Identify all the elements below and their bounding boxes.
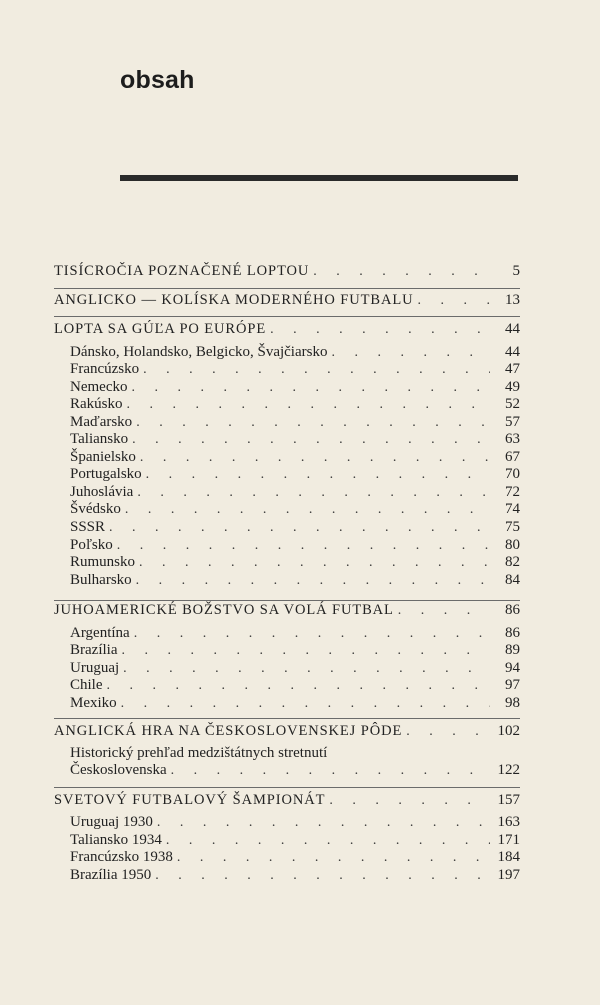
toc-entry[interactable] — [70, 484, 520, 501]
toc-entry-page: 44 — [505, 321, 520, 337]
dot-leader — [134, 625, 490, 642]
toc-entry-label-line: Historický prehľad medzištátnych stretnutí — [70, 745, 328, 761]
toc-entry[interactable] — [70, 695, 520, 712]
toc-entry-page: 97 — [505, 677, 520, 693]
dot-leader — [131, 379, 490, 396]
section-divider — [54, 316, 520, 317]
toc-entry-page: 44 — [505, 344, 520, 360]
toc-entry-page: 171 — [497, 832, 520, 848]
toc-entry[interactable] — [70, 554, 520, 571]
toc-entry[interactable] — [70, 414, 520, 431]
header-rule — [120, 175, 518, 181]
toc-entry-page: 102 — [497, 723, 520, 739]
toc-entry[interactable] — [70, 762, 520, 779]
toc-entry-page: 122 — [497, 762, 520, 778]
dot-leader — [171, 762, 490, 779]
toc-entry-page: 89 — [505, 642, 520, 658]
dot-leader — [140, 449, 490, 466]
toc-entry[interactable] — [70, 431, 520, 448]
dot-leader — [121, 642, 490, 659]
toc-entry-label: Dánsko, Holandsko, Belgicko, Švajčiarsko — [70, 344, 328, 360]
toc-entry-label: Španielsko — [70, 449, 136, 465]
toc-entry[interactable] — [70, 449, 520, 466]
toc-entry-page: 13 — [505, 292, 520, 308]
dot-leader — [127, 396, 491, 413]
toc-entry-label: Uruguaj 1930 — [70, 814, 153, 830]
toc-entry[interactable] — [70, 379, 520, 396]
toc-entry[interactable] — [70, 537, 520, 554]
toc-entry[interactable] — [54, 792, 520, 809]
toc-entry-label: Chile — [70, 677, 103, 693]
toc-entry-label: JUHOAMERICKÉ BOŽSTVO SA VOLÁ FUTBAL — [54, 602, 394, 618]
toc-entry-label: Rumunsko — [70, 554, 136, 570]
toc-entry-page: 52 — [505, 396, 520, 412]
toc-entry-label: Československa — [70, 762, 167, 778]
dot-leader — [139, 554, 490, 571]
dot-leader — [146, 466, 490, 483]
toc-entry-label: Uruguaj — [70, 660, 120, 676]
dot-leader — [270, 321, 490, 338]
dot-leader — [155, 867, 490, 884]
section-divider — [54, 787, 520, 788]
toc-entry-label: Mexiko — [70, 695, 117, 711]
toc-entry-label: Francúzsko — [70, 361, 140, 377]
toc-entry-label: Portugalsko — [70, 466, 142, 482]
toc-entry[interactable] — [70, 466, 520, 483]
dot-leader — [406, 723, 490, 740]
toc-entry-page: 47 — [505, 361, 520, 377]
dot-leader — [121, 695, 490, 712]
dot-leader — [137, 484, 490, 501]
dot-leader — [125, 501, 490, 518]
toc-entry[interactable] — [54, 321, 520, 338]
toc-entry-page: 94 — [505, 660, 520, 676]
toc-entry-page: 86 — [505, 625, 520, 641]
toc-entry[interactable] — [70, 344, 520, 361]
dot-leader — [331, 344, 490, 361]
section-divider — [54, 600, 520, 601]
toc-entry[interactable] — [70, 572, 520, 589]
toc-entry-label: Francúzsko 1938 — [70, 849, 173, 865]
dot-leader — [329, 792, 490, 809]
toc-entry-page: 184 — [497, 849, 520, 865]
toc-entry[interactable] — [54, 723, 520, 740]
toc-entry[interactable] — [70, 519, 520, 536]
toc-entry-label: Rakúsko — [70, 396, 123, 412]
toc-entry-label: SSSR — [70, 519, 106, 535]
section-divider — [54, 718, 520, 719]
dot-leader — [417, 292, 490, 309]
toc-entry-page: 197 — [497, 867, 520, 883]
toc-entry[interactable] — [70, 814, 520, 831]
dot-leader — [107, 677, 491, 694]
dot-leader — [136, 414, 490, 431]
toc-entry-page: 80 — [505, 537, 520, 553]
dot-leader — [157, 814, 490, 831]
toc-entry[interactable] — [70, 677, 520, 694]
toc-entry[interactable] — [70, 361, 520, 378]
toc-entry-label: Argentína — [70, 625, 130, 641]
toc-entry[interactable] — [70, 396, 520, 413]
toc-entry-label: Brazília 1950 — [70, 867, 152, 883]
toc-entry[interactable] — [54, 292, 520, 309]
toc-entry[interactable] — [70, 642, 520, 659]
toc-entry-page: 98 — [505, 695, 520, 711]
toc-entry-label: Taliansko 1934 — [70, 832, 162, 848]
section-divider — [54, 288, 520, 289]
toc-entry-page: 63 — [505, 431, 520, 447]
dot-leader — [123, 660, 490, 677]
toc-entry-page: 75 — [505, 519, 520, 535]
toc-entry-label: LOPTA SA GÚĽA PO EURÓPE — [54, 321, 267, 337]
toc-entry-label: Bulharsko — [70, 572, 132, 588]
toc-entry-label: ANGLICKÁ HRA NA ČESKOSLOVENSKEJ PÔDE — [54, 723, 403, 739]
toc-entry-label: Nemecko — [70, 379, 128, 395]
toc-entry-label: Juhoslávia — [70, 484, 134, 500]
toc-entry[interactable] — [54, 263, 520, 280]
dot-leader — [177, 849, 490, 866]
dot-leader — [136, 572, 490, 589]
toc-entry-label: Brazília — [70, 642, 118, 658]
toc-entry[interactable] — [70, 501, 520, 518]
toc-entry-page: 67 — [505, 449, 520, 465]
toc-entry-page: 82 — [505, 554, 520, 570]
toc-entry-label: ANGLICKO — KOLÍSKA MODERNÉHO FUTBALU — [54, 292, 414, 308]
page-title: obsah — [120, 66, 195, 94]
toc-entry-page: 49 — [505, 379, 520, 395]
toc-entry[interactable] — [54, 602, 520, 619]
toc-entry-page: 84 — [505, 572, 520, 588]
toc-entry-label: Švédsko — [70, 501, 121, 517]
toc-entry-label: Taliansko — [70, 431, 129, 447]
toc-entry-page: 72 — [505, 484, 520, 500]
toc-entry-page: 86 — [505, 602, 520, 618]
toc-entry-page: 157 — [497, 792, 520, 808]
toc-entry-label: TISÍCROČIA POZNAČENÉ LOPTOU — [54, 263, 310, 279]
dot-leader — [143, 361, 490, 378]
toc-entry-label: Poľsko — [70, 537, 113, 553]
toc-entry-page: 70 — [505, 466, 520, 482]
toc-entry-page: 74 — [505, 501, 520, 517]
toc-entry[interactable] — [70, 832, 520, 849]
toc-entry[interactable] — [70, 660, 520, 677]
dot-leader — [132, 431, 490, 448]
toc-entry[interactable] — [70, 867, 520, 884]
dot-leader — [398, 602, 490, 619]
toc-entry[interactable] — [70, 625, 520, 642]
dot-leader — [313, 263, 490, 280]
dot-leader — [109, 519, 490, 536]
dot-leader — [117, 537, 490, 554]
toc-entry-label: Maďarsko — [70, 414, 133, 430]
toc-entry-label: SVETOVÝ FUTBALOVÝ ŠAMPIONÁT — [54, 792, 326, 808]
dot-leader — [166, 832, 490, 849]
toc-entry-page: 5 — [512, 263, 520, 279]
toc-entry-page: 163 — [497, 814, 520, 830]
toc-entry-page: 57 — [505, 414, 520, 430]
toc-entry[interactable] — [70, 849, 520, 866]
